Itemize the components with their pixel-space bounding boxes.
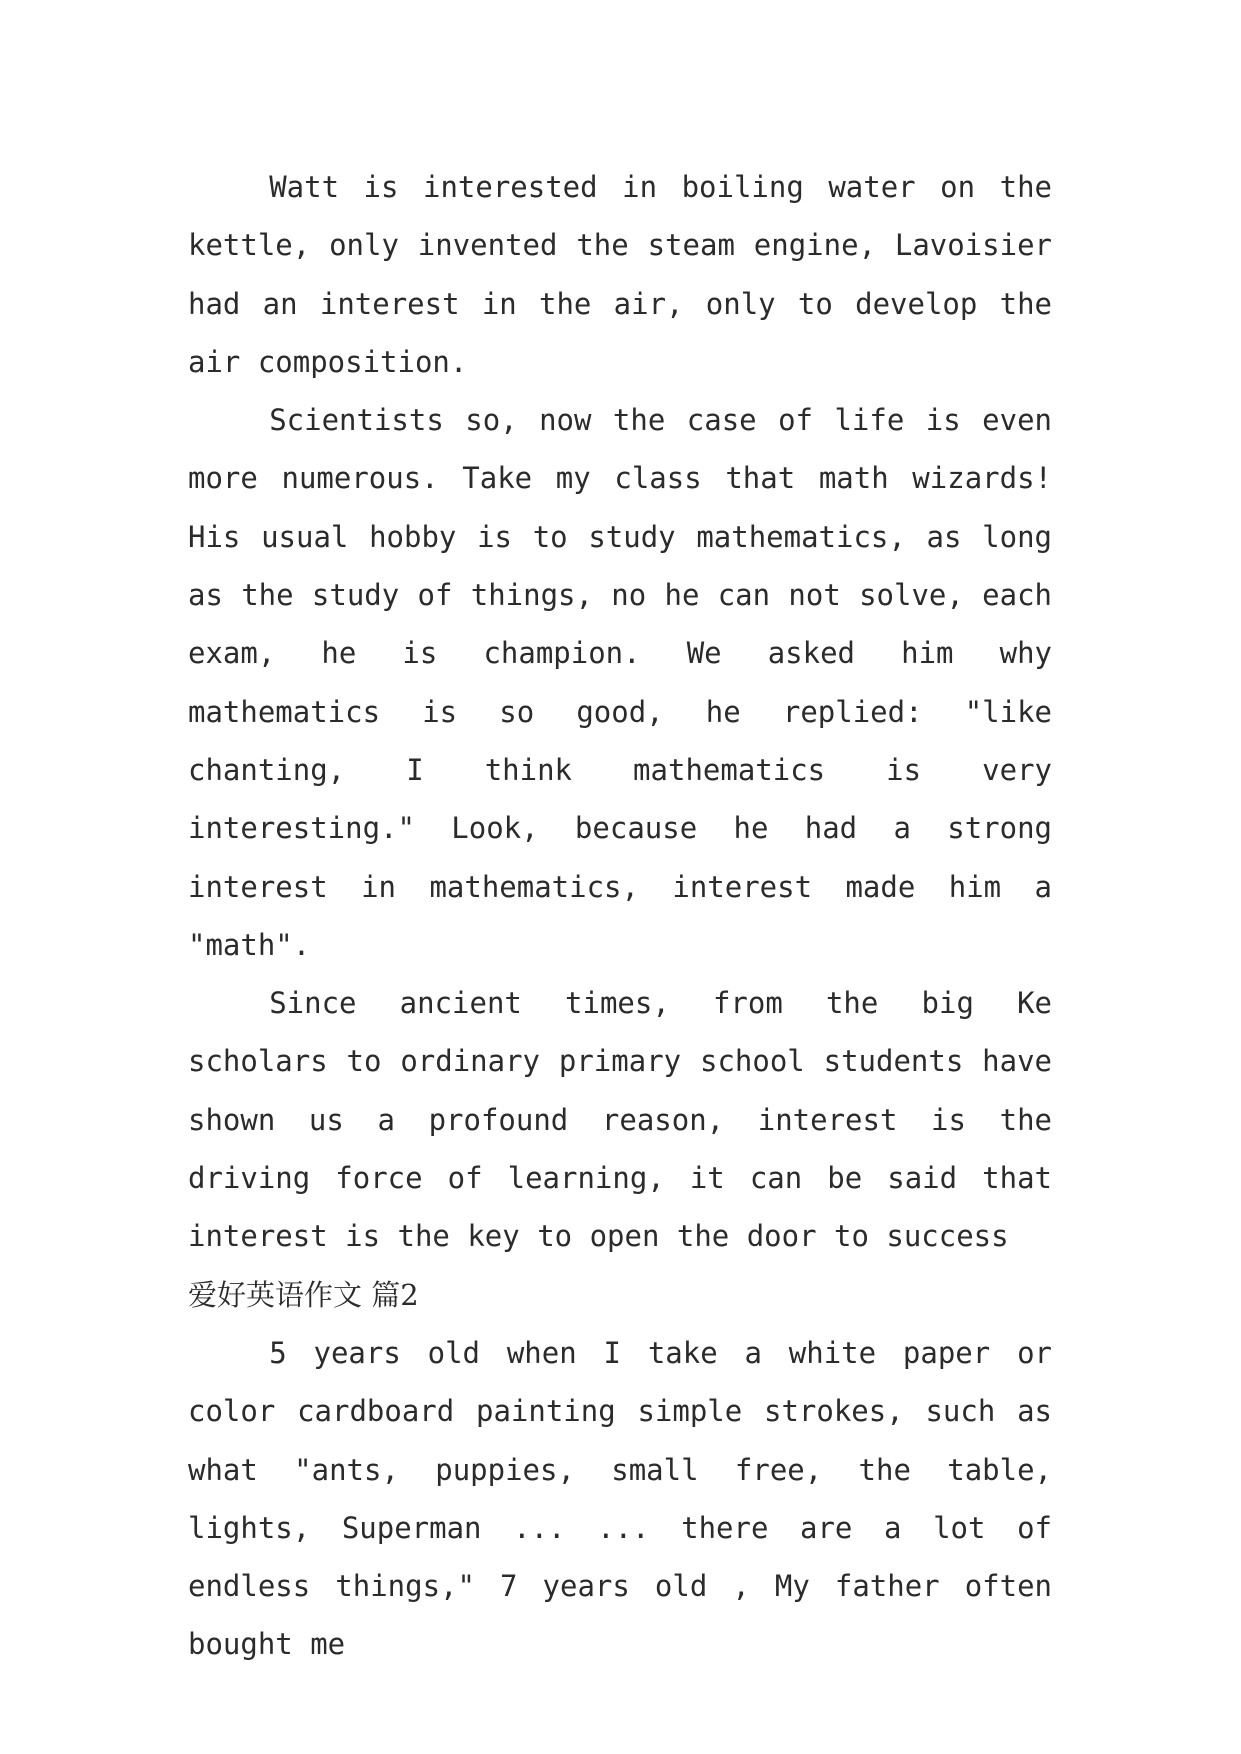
- section-heading: 爱好英语作文 篇2: [188, 1277, 419, 1312]
- paragraph-watt: Watt is interested in boiling water on the kettle, only invented the steam engine, Lavoisier had an interest in the air, only to develop the air composition.: [188, 170, 1052, 379]
- paragraph-five-years-old: 5 years old when I take a white paper or color cardboard painting simple strokes, such as what "ants, puppies, small free, the table, lights, Superman ... ... there are a lot of endless things," 7 years old , My father often bought me: [188, 1335, 1052, 1662]
- paragraph-scientists: Scientists so, now the case of life is even more numerous. Take my class that math wizards! His usual hobby is to study mathematics, as long as the study of things, no he can not solve, each exam, he is champion. We asked him why mathematics is so good, he replied: "like chanting, I think mathematics is very interesting." Look, because he had a strong interest in mathematics, interest made him a "math".: [188, 403, 1052, 962]
- document-page: [188, 158, 1052, 1674]
- paragraph-ancient-times: Since ancient times, from the big Ke scholars to ordinary primary school students have shown us a profound reason, interest is the driving force of learning, it can be said that interest is the key to open the door to success: [188, 986, 1052, 1254]
